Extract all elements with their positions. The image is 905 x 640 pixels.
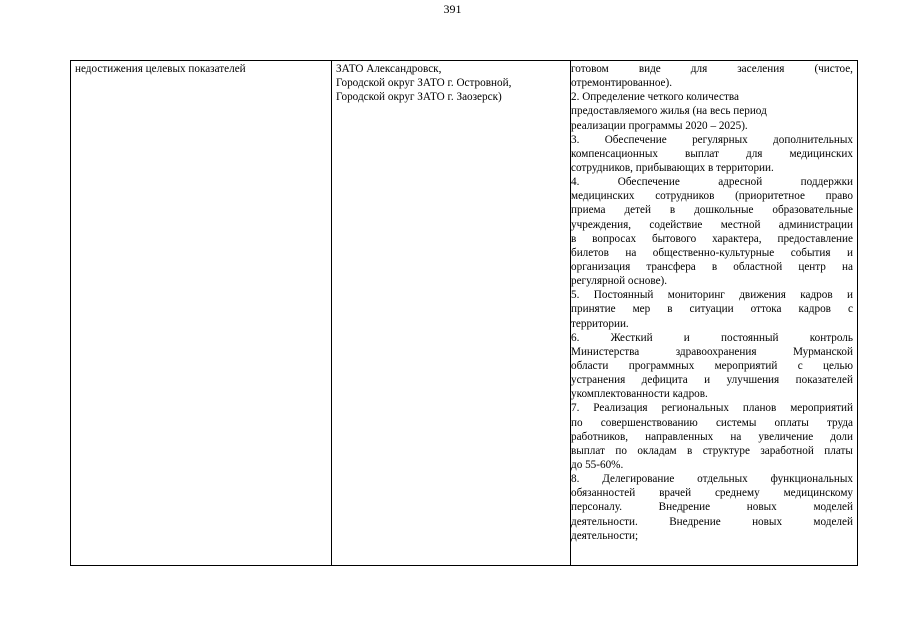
word: мер	[632, 303, 651, 316]
word: регулярных	[692, 133, 748, 146]
word: моделей	[813, 515, 853, 528]
word: (чистое,	[814, 63, 853, 75]
justified-line-content	[571, 288, 853, 302]
text-line	[571, 62, 853, 76]
word: работников,	[571, 430, 629, 443]
word: совершенствованию	[600, 416, 698, 429]
word: оплаты	[774, 416, 809, 429]
word: детей	[624, 204, 651, 217]
word: увеличение	[758, 430, 814, 443]
word: Реализация	[593, 402, 648, 415]
justified-line-content	[571, 246, 853, 260]
text-line	[571, 373, 853, 387]
text-line	[571, 515, 853, 529]
text-line: недостижения целевых показателей	[75, 63, 246, 75]
justified-line-content	[571, 515, 853, 529]
text-line: до 55-60%.	[571, 458, 624, 471]
justified-line-content	[571, 472, 853, 486]
justified-line-content	[571, 175, 853, 189]
text-line: Городской округ ЗАТО г. Островной,	[336, 77, 512, 90]
word: кадров	[798, 303, 831, 316]
justified-line-content	[571, 359, 853, 373]
word: с	[797, 359, 803, 372]
word: ситуации	[689, 303, 734, 316]
word: обязанностей	[571, 487, 636, 500]
word: право	[825, 190, 853, 203]
text-line: укомплектованности кадров.	[571, 388, 708, 401]
text-line	[571, 345, 853, 359]
justified-line-content	[571, 345, 853, 359]
word: деятельности.	[571, 515, 638, 528]
word: адресной	[718, 176, 763, 189]
justified-line-content	[571, 260, 853, 274]
word: дошкольные	[694, 204, 754, 217]
word: билетов	[571, 246, 609, 259]
word: в	[669, 204, 676, 217]
text-line	[571, 232, 853, 246]
text-line	[571, 401, 853, 415]
word: характера,	[712, 232, 762, 245]
text-line	[571, 359, 853, 373]
text-line: отремонтированное).	[571, 77, 673, 90]
word: 6.	[571, 331, 580, 344]
text-line	[571, 218, 853, 232]
word: выплат	[685, 147, 719, 160]
word: администрации	[778, 218, 853, 231]
word: приема	[571, 204, 606, 217]
word: заселения	[737, 63, 785, 75]
word: и	[846, 289, 853, 302]
word: сотрудников	[655, 190, 715, 203]
word: на	[730, 430, 742, 443]
word: Мурманской	[792, 345, 853, 358]
word: областной	[733, 260, 783, 273]
justified-line-content	[571, 189, 853, 203]
word: предоставление	[777, 232, 853, 245]
justified-line-content	[571, 401, 853, 415]
word: 3.	[571, 133, 580, 146]
text-line	[571, 288, 853, 302]
word: отдельных	[697, 473, 748, 486]
text-line: деятельности;	[571, 529, 639, 542]
territory-cell	[332, 61, 571, 566]
word: мероприятий	[714, 359, 778, 372]
word: устранения	[571, 374, 626, 387]
justified-line-content	[571, 416, 853, 430]
word: планов	[742, 402, 777, 415]
word: программных	[628, 359, 695, 372]
word: в	[667, 303, 673, 316]
word: Внедрение	[658, 501, 711, 514]
text-line: сотрудников, прибывающих в территории.	[571, 161, 774, 174]
word: контроль	[809, 331, 853, 344]
word: оттока	[750, 303, 782, 316]
word: Жесткий	[610, 331, 653, 344]
word: Постоянный	[593, 289, 654, 302]
justified-line-content	[571, 302, 853, 316]
justified-line-content	[571, 331, 853, 345]
text-line: предоставляемого жилья (на весь период	[571, 105, 767, 118]
word: и	[683, 331, 690, 344]
word: направленных	[645, 430, 714, 443]
justified-line-content	[571, 444, 853, 458]
justified-line-content	[571, 486, 853, 500]
criteria-cell	[71, 61, 332, 566]
justified-line-content	[571, 373, 853, 387]
text-line	[571, 430, 853, 444]
justified-line-content	[571, 147, 853, 161]
justified-line-content	[571, 218, 853, 232]
word: для	[746, 147, 763, 160]
table-row	[71, 61, 858, 566]
word: функциональных	[770, 473, 853, 486]
word: моделей	[813, 501, 853, 514]
word: новых	[752, 515, 783, 528]
word: (приоритетное	[735, 190, 805, 203]
word: платы	[824, 444, 853, 457]
word: на	[842, 260, 853, 273]
text-line	[571, 133, 853, 147]
page-number: 391	[443, 2, 462, 16]
word: окладам	[637, 444, 677, 457]
word: дефицита	[641, 374, 688, 387]
word: организация	[571, 260, 631, 273]
text-line	[571, 260, 853, 274]
text-line	[571, 302, 853, 316]
word: Обеспечение	[617, 176, 680, 189]
word: Обеспечение	[604, 133, 667, 146]
text-line	[571, 486, 853, 500]
text-line	[571, 416, 853, 430]
word: 5.	[571, 289, 580, 302]
word: и	[704, 374, 711, 387]
text-line	[571, 472, 853, 486]
text-line: ЗАТО Александровск,	[336, 63, 442, 75]
text-line: регулярной основе).	[571, 275, 668, 288]
word: принятие	[571, 303, 616, 316]
word: бытового	[651, 232, 697, 245]
text-line: реализации программы 2020 – 2025).	[571, 119, 748, 132]
text-line	[571, 189, 853, 203]
justified-line-content	[571, 500, 853, 514]
word: поддержки	[800, 176, 853, 189]
word: и	[847, 246, 853, 259]
word: Внедрение	[669, 515, 721, 528]
word: в	[571, 232, 577, 245]
text-line	[571, 444, 853, 458]
word: готовом	[571, 63, 609, 75]
justified-line-content	[571, 62, 853, 76]
word: учреждения,	[571, 218, 632, 231]
word: системы	[715, 416, 757, 429]
word: образовательные	[772, 204, 853, 217]
word: 8.	[571, 473, 580, 486]
word: региональных	[661, 402, 730, 415]
word: медицинскому	[783, 487, 853, 500]
text-line: Городской округ ЗАТО г. Заозерск)	[336, 91, 502, 104]
content-table	[70, 60, 858, 566]
text-line	[571, 331, 853, 345]
word: общественно-культурные	[652, 246, 775, 259]
word: на	[625, 246, 637, 259]
text-line: территории.	[571, 317, 629, 330]
word: показателей	[795, 374, 853, 387]
word: Министерства	[571, 345, 640, 358]
word: целью	[822, 359, 853, 372]
word: области	[571, 359, 609, 372]
text-line: 2. Определение четкого количества	[571, 91, 739, 104]
word: дополнительных	[773, 133, 853, 146]
word: здравоохранения	[675, 345, 757, 358]
text-line	[571, 246, 853, 260]
word: мероприятий	[790, 402, 853, 415]
word: структуре	[702, 444, 750, 457]
word: выплат	[571, 444, 605, 457]
word: мониторинг	[667, 289, 725, 302]
word: виде	[638, 63, 661, 75]
justified-line-content	[571, 430, 853, 444]
word: по	[615, 444, 627, 457]
word: кадров	[800, 289, 833, 302]
word: по	[571, 416, 583, 429]
text-line	[571, 175, 853, 189]
word: среднему	[714, 487, 760, 500]
word: с	[847, 303, 853, 316]
word: компенсационных	[571, 147, 658, 160]
text-line	[571, 147, 853, 161]
word: персоналу.	[571, 501, 623, 514]
word: 7.	[571, 402, 580, 415]
justified-line-content	[571, 203, 853, 217]
word: в	[687, 444, 693, 457]
word: доли	[830, 430, 853, 443]
word: для	[690, 63, 708, 75]
word: заработной	[760, 444, 814, 457]
word: улучшения	[726, 374, 780, 387]
word: центр	[798, 260, 826, 273]
text-line	[571, 500, 853, 514]
word: труда	[826, 416, 853, 429]
word: события	[790, 246, 831, 259]
word: новых	[746, 501, 777, 514]
justified-line-content	[571, 133, 853, 147]
word: постоянный	[720, 331, 779, 344]
word: врачей	[659, 487, 692, 500]
word: местной	[720, 218, 761, 231]
word: содействие	[649, 218, 703, 231]
justified-line-content	[571, 232, 853, 246]
word: вопросах	[592, 232, 637, 245]
word: Делегирование	[602, 473, 675, 486]
word: 4.	[571, 176, 580, 189]
word: в	[711, 260, 718, 273]
word: движения	[739, 289, 786, 302]
word: медицинских	[571, 190, 635, 203]
text-line	[571, 203, 853, 217]
word: медицинских	[789, 147, 853, 160]
word: трансфера	[646, 260, 696, 273]
measures-cell	[571, 61, 858, 566]
